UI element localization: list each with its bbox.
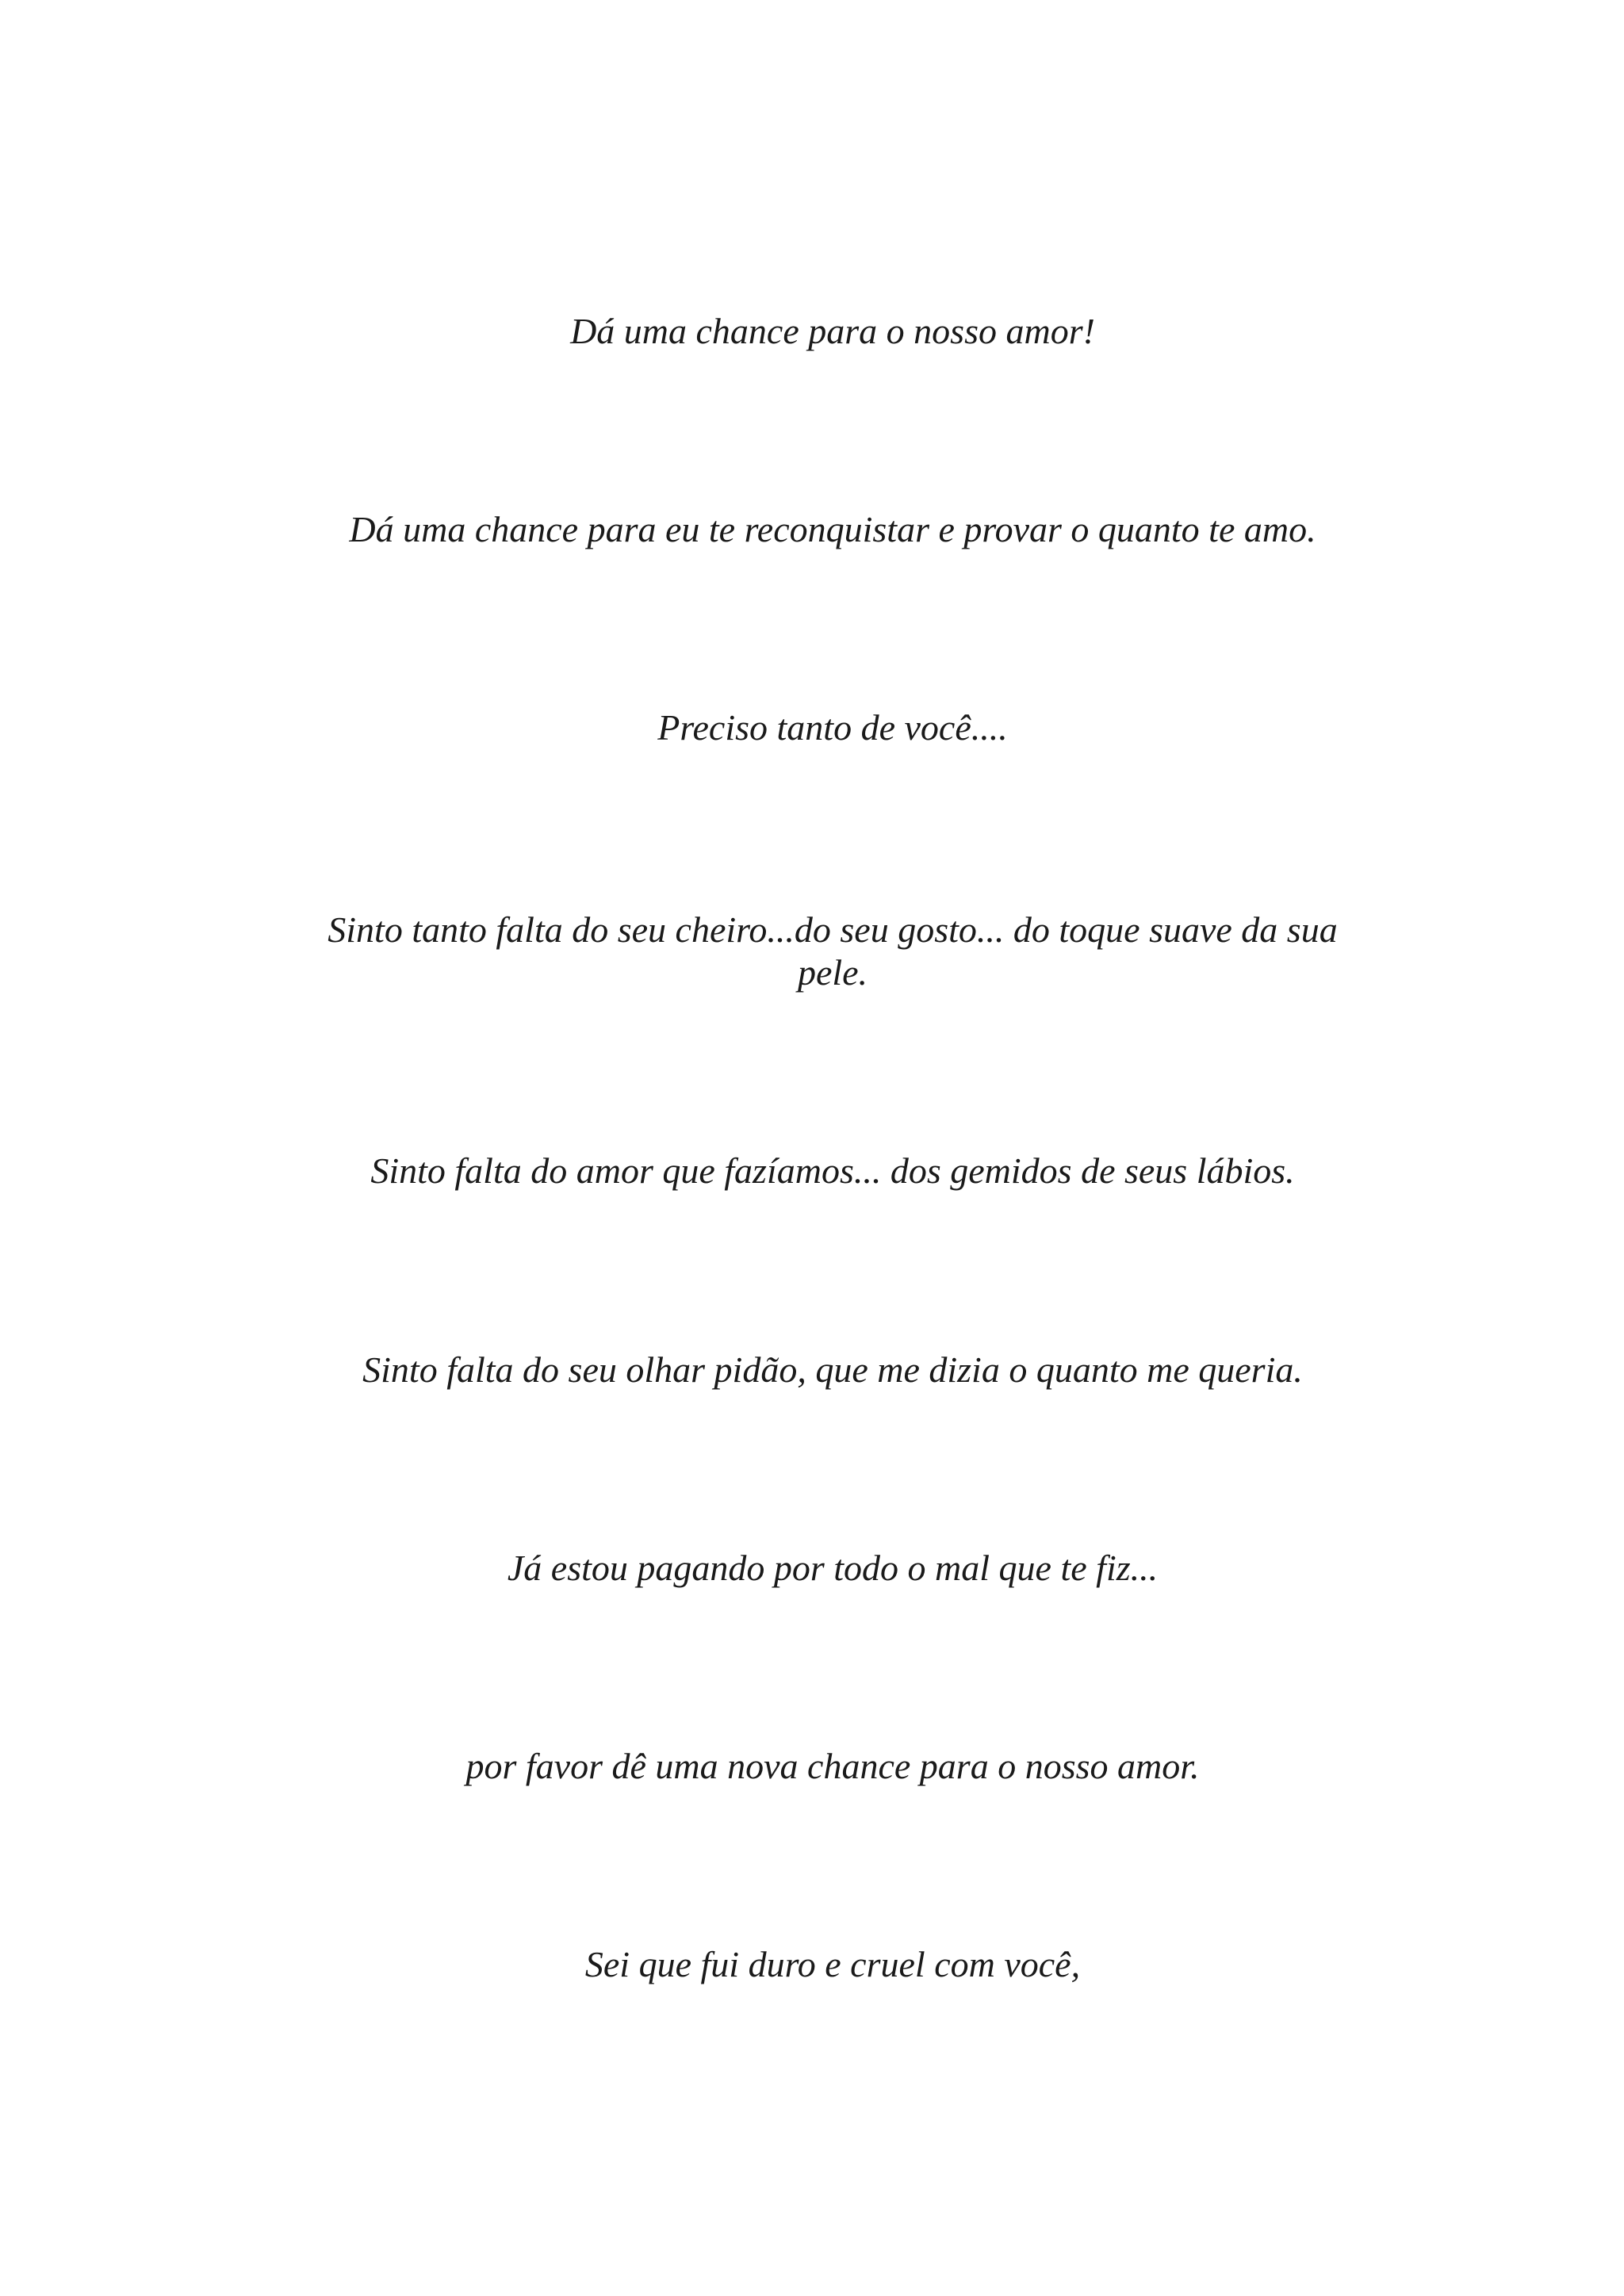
poem-line-9: Sei que fui duro e cruel com você, [584,1944,1081,1984]
poem-line-2: Dá uma chance para eu te reconquistar e provar o quanto te amo. [349,509,1316,549]
poem-line-7: Já estou pagando por todo o mal que te fiz... [507,1548,1159,1588]
poem-line-4: Sinto tanto falta do seu cheiro...do seu gosto... do toque suave da sua pele. [327,909,1338,993]
poem-line-1: Dá uma chance para o nosso amor! [570,311,1095,351]
poem-line-3: Preciso tanto de você.... [657,707,1008,748]
poem-line-6: Sinto falta do seu olhar pidão, que me dizia o quanto me queria. [362,1349,1303,1390]
poem-line-8: por favor dê uma nova chance para o nosso amor. [465,1746,1200,1786]
poem-line-5: Sinto falta do amor que fazíamos... dos gemidos de seus lábios. [370,1150,1295,1191]
